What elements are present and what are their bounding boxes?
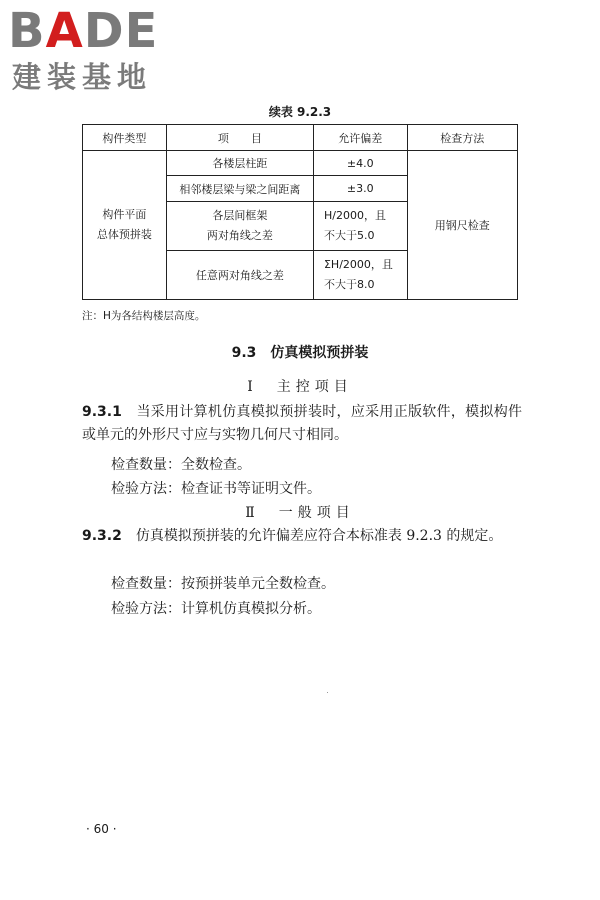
header-item: 项 目 (166, 125, 313, 151)
clause-9-3-1 (82, 401, 522, 447)
item-cell: 任意两对角线之差 (166, 251, 313, 300)
section-title: 9.3 仿真模拟预拼装 (231, 345, 369, 361)
clause-9-3-2-method: 检验方法：计算机仿真模拟分析。 (111, 601, 321, 617)
logo-subtitle: 建装基地 (12, 60, 153, 94)
clause-text: 当采用计算机仿真模拟预拼装时，应采用正版软件，模拟构件或单元的外形尺寸应与实物几何尺寸相同。 (82, 404, 523, 443)
subsection-main-control: Ⅰ 主控项目 (247, 379, 353, 395)
table-title: 续表 9.2.3 (268, 105, 332, 119)
subsection-general: Ⅱ 一般项目 (245, 505, 355, 521)
deviation-cell: H/2000，且 不大于5.0 (313, 202, 407, 251)
type-line-1: 构件平面 (102, 208, 147, 221)
type-cell (83, 151, 167, 300)
method-cell: 用钢尺检查 (407, 151, 517, 300)
table-header-row (83, 125, 518, 151)
logo-accent-letter: A (45, 3, 84, 59)
header-deviation: 允许偏差 (313, 125, 407, 151)
tolerance-table (82, 124, 518, 300)
item-cell: 相邻楼层梁与梁之间距离 (166, 176, 313, 202)
clause-number: 9.3.2 (82, 528, 122, 544)
header-method: 检查方法 (407, 125, 517, 151)
item-cell: 各层间框架 两对角线之差 (166, 202, 313, 251)
deviation-cell: ±3.0 (313, 176, 407, 202)
type-line-2: 总体预拼装 (96, 228, 152, 241)
page-number: · 60 · (86, 822, 117, 836)
table-row (83, 151, 518, 176)
scan-speck (327, 692, 328, 693)
clause-text: 仿真模拟预拼装的允许偏差应符合本标准表 9.2.3 的规定。 (135, 528, 503, 544)
clause-9-3-1-quantity: 检查数量：全数检查。 (111, 457, 251, 473)
item-cell: 各楼层柱距 (166, 151, 313, 176)
deviation-cell: ΣH/2000，且 不大于8.0 (313, 251, 407, 300)
clause-9-3-2 (82, 525, 522, 548)
clause-9-3-2-quantity: 检查数量：按预拼装单元全数检查。 (111, 576, 335, 592)
bade-logo (8, 2, 183, 100)
clause-number: 9.3.1 (82, 404, 122, 420)
logo-wordmark: BADE (8, 3, 159, 59)
deviation-cell: ±4.0 (313, 151, 407, 176)
table-note: 注：H为各结构楼层高度。 (82, 310, 206, 322)
clause-9-3-1-method: 检验方法：检查证书等证明文件。 (111, 481, 321, 497)
header-type: 构件类型 (83, 125, 167, 151)
